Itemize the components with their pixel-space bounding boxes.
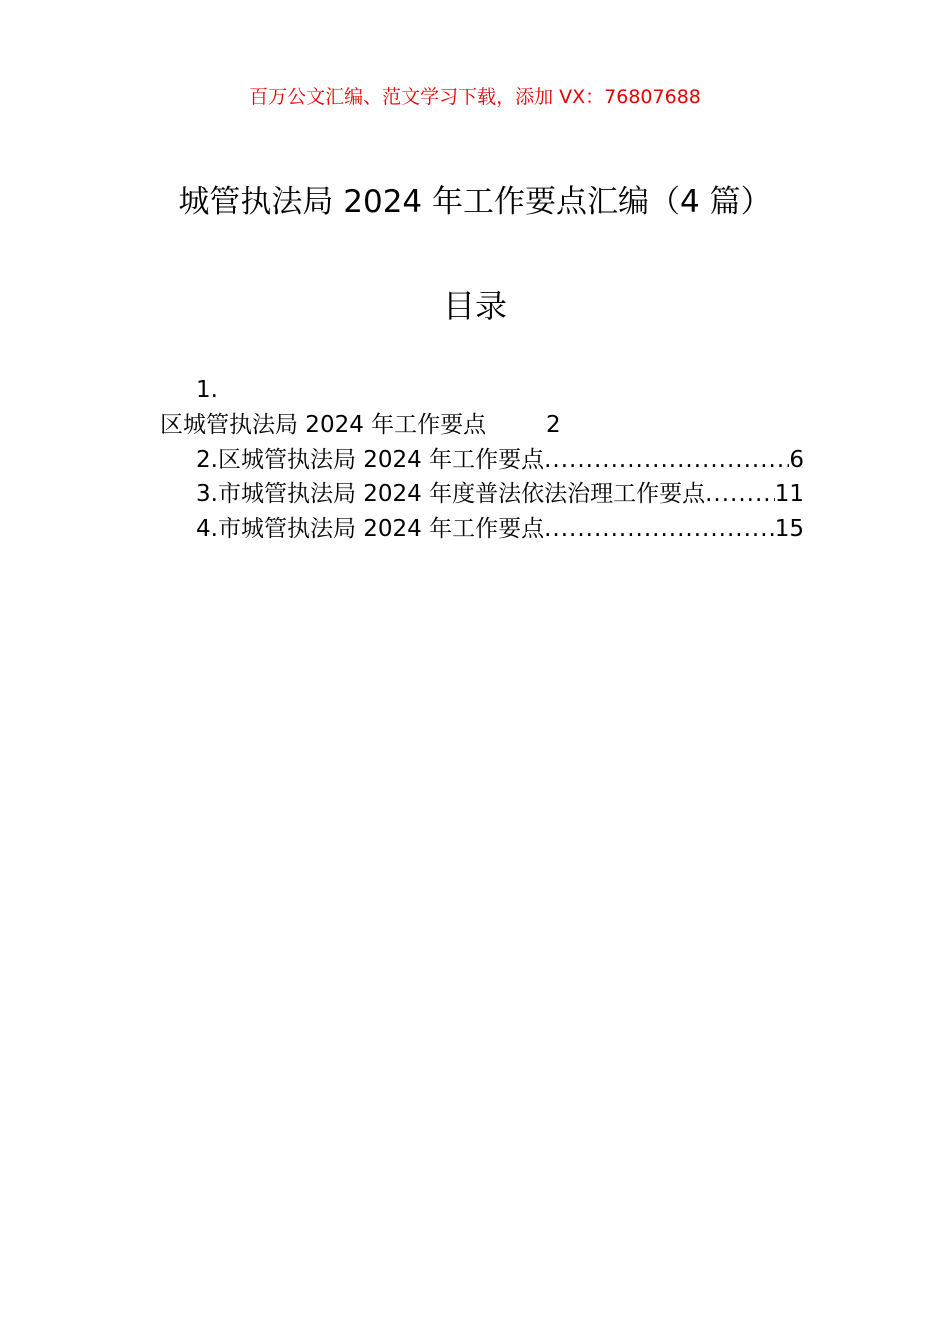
toc-entry-3[interactable] — [196, 477, 804, 511]
toc-entry-4[interactable] — [196, 512, 804, 546]
toc-entry-2[interactable] — [196, 443, 804, 477]
toc-leader-dots — [544, 443, 789, 477]
document-title: 城管执法局 2024 年工作要点汇编（4 篇） — [178, 184, 772, 220]
toc-entry-3-label: 3.市城管执法局 2024 年度普法依法治理工作要点 — [196, 481, 706, 507]
header-note: 百万公文汇编、范文学习下载，添加 VX：76807688 — [249, 86, 701, 108]
toc-entry-4-page: 15 — [774, 516, 804, 542]
toc-leader-dots — [544, 512, 775, 546]
toc-entry-1-number[interactable]: 1. — [196, 377, 218, 403]
toc-leader-dots — [705, 477, 775, 511]
toc-entry-2-page: 6 — [789, 447, 804, 473]
toc-entry-4-label: 4.市城管执法局 2024 年工作要点 — [196, 516, 545, 542]
toc-entry-1-page: 2 — [546, 412, 561, 438]
toc-entry-1-label[interactable]: 区城管执法局 2024 年工作要点 — [160, 412, 487, 438]
toc-entry-2-label: 2.区城管执法局 2024 年工作要点 — [196, 447, 545, 473]
toc-heading: 目录 — [442, 287, 507, 325]
toc-entry-3-page: 11 — [774, 481, 804, 507]
